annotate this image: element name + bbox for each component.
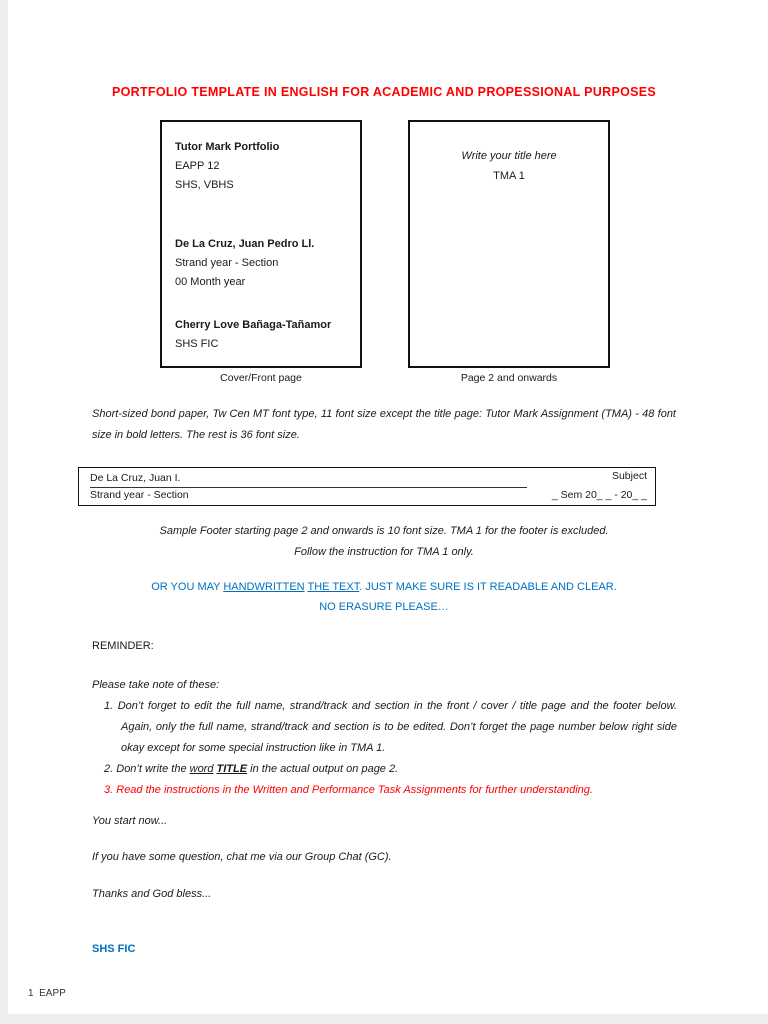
tma-label: TMA 1	[493, 170, 525, 182]
cover-box-group-2	[175, 235, 347, 292]
cover-school-line: SHS, VBHS	[175, 179, 234, 191]
footer-instruction-note: Follow the instruction for TMA 1 only.	[294, 546, 474, 558]
sample-footer-semester: _ Sem 20_ _ - 20_ _	[551, 489, 647, 501]
reminder-list	[104, 696, 677, 801]
reminder-item-2-text-pre: Don’t write the	[116, 763, 190, 775]
title-placeholder: Write your title here	[461, 150, 557, 162]
sample-footer-strand: Strand year - Section	[90, 489, 189, 501]
sample-footer-subject: Subject	[611, 470, 647, 482]
reminder-item-2-underlined-word: word	[189, 763, 214, 775]
handwritten-underlined-2: THE TEXT	[307, 581, 360, 593]
reminder-item-2-underlined-title: TITLE	[216, 763, 248, 775]
reminder-item-3-text: Read the instructions in the Written and Performance Task Assignments for further understanding.	[116, 784, 593, 796]
cover-page-box	[160, 120, 362, 368]
reminder-item-1-text: Don’t forget to edit the full name, strand/track and section in the front / cover / title page and the footer below. Again, only the full name, strand/track and section is to be edited. Don’t forget the page number below right side okay except for some special instruction like in TMA 1.	[117, 700, 678, 754]
document-title: PORTFOLIO TEMPLATE IN ENGLISH FOR ACADEMIC AND PROPESSIONAL PURPOSES	[111, 85, 657, 99]
page-edge-left	[0, 0, 8, 1024]
reminder-item-1	[104, 696, 677, 759]
cover-strand-section: Strand year - Section	[175, 257, 279, 269]
cover-teacher-role: SHS FIC	[175, 338, 219, 350]
sample-footer-rule	[90, 487, 527, 488]
cover-box-caption: Cover/Front page	[220, 372, 302, 384]
signature-shs-fic: SHS FIC	[92, 943, 136, 955]
cover-date-line: 00 Month year	[175, 276, 246, 288]
reminder-item-2-number: 2.	[104, 763, 114, 775]
cover-teacher-name: Cherry Love Bañaga-Tañamor	[175, 319, 332, 331]
cover-box-group-3	[175, 316, 347, 354]
cover-portfolio-title: Tutor Mark Portfolio	[175, 141, 280, 153]
handwritten-option-note	[0, 581, 768, 593]
reminder-item-3-number: 3.	[104, 784, 114, 796]
sample-footer-name: De La Cruz, Juan I.	[90, 472, 181, 484]
cover-box-group-1	[175, 138, 347, 195]
reminder-item-2	[104, 759, 677, 780]
reminder-item-2-text-post: in the actual output on page 2.	[247, 763, 399, 775]
closing-start-line: You start now...	[92, 815, 168, 827]
no-erasure-note: NO ERASURE PLEASE…	[319, 601, 449, 613]
cover-subject-line: EAPP 12	[175, 160, 220, 172]
title-box-caption: Page 2 and onwards	[460, 372, 558, 384]
footer-size-note: Sample Footer starting page 2 and onwards is 10 font size. TMA 1 for the footer is excluded.	[159, 525, 609, 537]
handwritten-text-1: OR YOU MAY	[151, 581, 224, 593]
reminder-item-1-number: 1.	[104, 700, 114, 712]
handwritten-underlined-1: HANDWRITTEN	[223, 581, 305, 593]
reminder-intro: Please take note of these:	[92, 679, 220, 691]
page-edge-bottom	[0, 1014, 768, 1024]
cover-student-name: De La Cruz, Juan Pedro Ll.	[175, 238, 315, 250]
closing-contact-line: If you have some question, chat me via our Group Chat (GC).	[92, 851, 392, 863]
handwritten-text-3: . JUST MAKE SURE IS IT READABLE AND CLEAR.	[359, 581, 617, 593]
format-spec-note: Short-sized bond paper, Tw Cen MT font type, 11 font size except the title page: Tutor Mark Assignment (TMA) - 48 font size in bold letters. The rest is 36 font size.	[92, 408, 676, 441]
page-number-footer: 1 EAPP	[28, 988, 66, 999]
closing-thanks-line: Thanks and God bless...	[92, 888, 212, 900]
title-page-box	[408, 120, 610, 368]
reminder-heading: REMINDER:	[92, 640, 154, 652]
sample-footer-box	[78, 467, 656, 506]
reminder-item-3	[104, 780, 677, 801]
